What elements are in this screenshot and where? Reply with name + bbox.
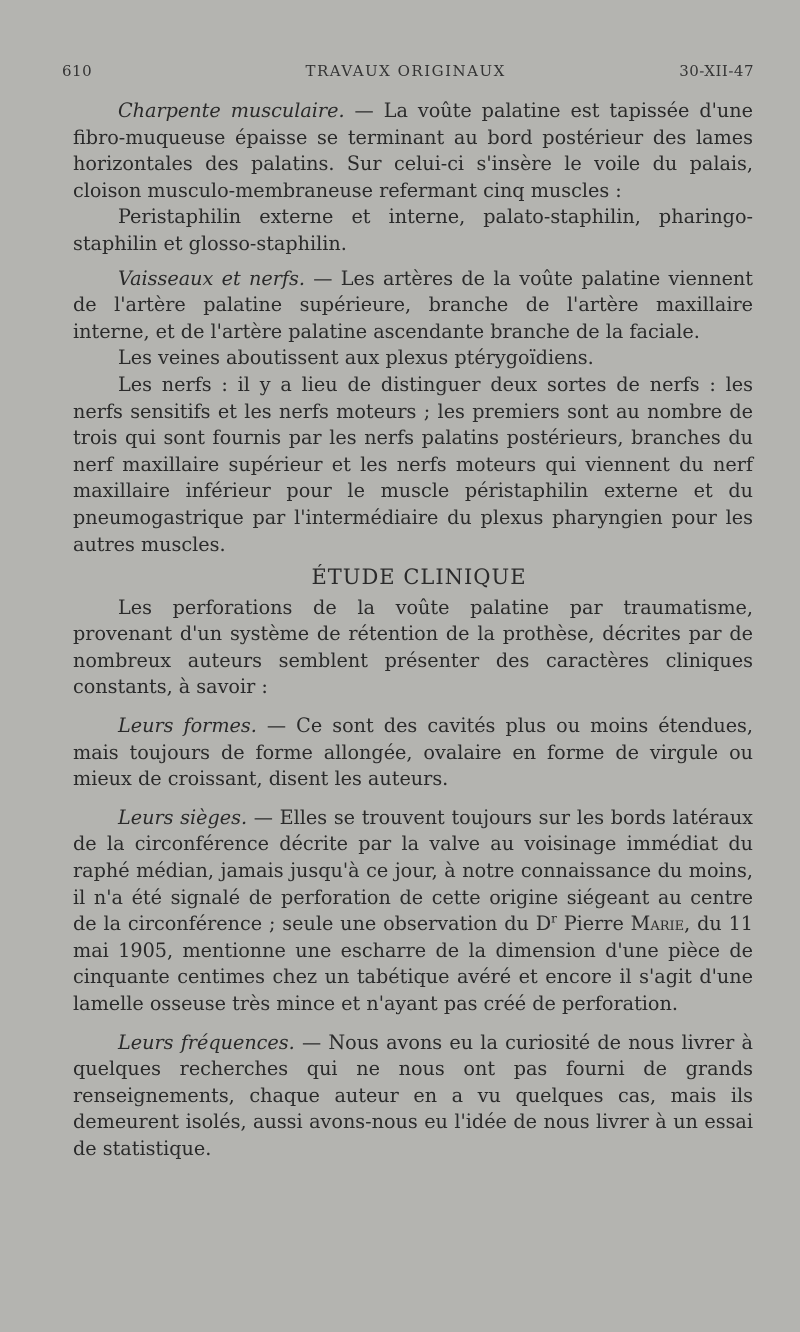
paragraph-charpente	[73, 98, 753, 204]
paragraph-vaisseaux	[73, 266, 753, 346]
paragraph-muscles: Peristaphilin externe et interne, palato-staphilin, pharingo-staphilin et glosso-staphilin.	[73, 205, 753, 255]
paragraph-veines: Les veines aboutissent aux plexus ptérygoïdiens.	[118, 346, 594, 370]
vaisseaux-text: — Les artères de la voûte palatine viennent de l'artère palatine supérieure, branche de l'artère maxillaire interne, et de l'artère palatine ascendante branche de la faciale.	[73, 266, 753, 343]
paragraph-perforations: Les perforations de la voûte palatine par traumatisme, provenant d'un système de rétention de la prothèse, décrites par de nombreux auteurs semblent présenter des caractères cliniques constants, à savoir :	[73, 595, 753, 699]
formes-text: — Ce sont des cavités plus ou moins étendues, mais toujours de forme allongée, ovalaire en forme de virgule ou mieux de croissant, disent les auteurs.	[73, 714, 753, 791]
doctor-abbrev-sup: r	[551, 911, 557, 926]
sieges-text-2: Pierre	[556, 912, 631, 936]
page-number: 610	[62, 62, 93, 80]
sieges-title: Leurs sièges.	[118, 805, 248, 829]
running-header	[62, 62, 754, 80]
paragraph-sieges	[73, 805, 753, 1018]
page-body	[73, 98, 753, 1163]
paragraph-nerfs: Les nerfs : il y a lieu de distinguer deux sortes de nerfs : les nerfs sensitifs et les nerfs moteurs ; les premiers sont au nombre de trois qui sont fournis par les nerfs palatins postérieurs, branches du nerf maxillaire supérieur et les nerfs moteurs qui viennent du nerf maxillaire inférieur pour le muscle péristaphilin externe et du pneumogastrique par l'intermédiaire du plexus pharyngien pour les autres muscles.	[73, 372, 753, 556]
charpente-title: Charpente musculaire.	[118, 99, 345, 122]
running-title: TRAVAUX ORIGINAUX	[305, 62, 506, 80]
formes-title: Leurs formes.	[118, 714, 257, 738]
paragraph-formes	[73, 713, 753, 793]
sieges-text-3: , du 11 mai 1905, mentionne une escharre de la dimension d'une pièce de cinquante centimes chez un tabétique avéré et encore il s'agit d'une lamelle osseuse très mince et n'ayant pas créé de perforation.	[73, 912, 753, 1015]
author-name: Marie	[630, 912, 685, 936]
frequences-title: Leurs fréquences.	[118, 1030, 295, 1054]
sieges-text-1: — Elles se trouvent toujours sur les bords latéraux de la circonférence décrite par la valve au voisinage immédiat du raphé médian, jamais jusqu'à ce jour, à notre connaissance du moins, il n'a été signalé de perforation de cette origine siégeant au centre de la circonférence ; seule une observation du D	[73, 805, 753, 936]
section-heading: ÉTUDE CLINIQUE	[311, 565, 527, 590]
charpente-text: — La voûte palatine est tapissée d'une fibro-muqueuse épaisse se terminant au bord postérieur des lames horizontales des palatins. Sur celui-ci s'insère le voile du palais, cloison musculo-membraneuse refermant cinq muscles :	[73, 99, 754, 202]
paragraph-frequences	[73, 1030, 753, 1163]
frequences-text: — Nous avons eu la curiosité de nous livrer à quelques recherches qui ne nous ont pas fourni de grands renseignements, chaque auteur en a vu quelques cas, mais ils demeurent isolés, aussi avons-nous eu l'idée de nous livrer à un essai de statistique.	[73, 1030, 753, 1160]
issue-date: 30-XII-47	[679, 62, 754, 80]
vaisseaux-title: Vaisseaux et nerfs.	[118, 266, 305, 290]
